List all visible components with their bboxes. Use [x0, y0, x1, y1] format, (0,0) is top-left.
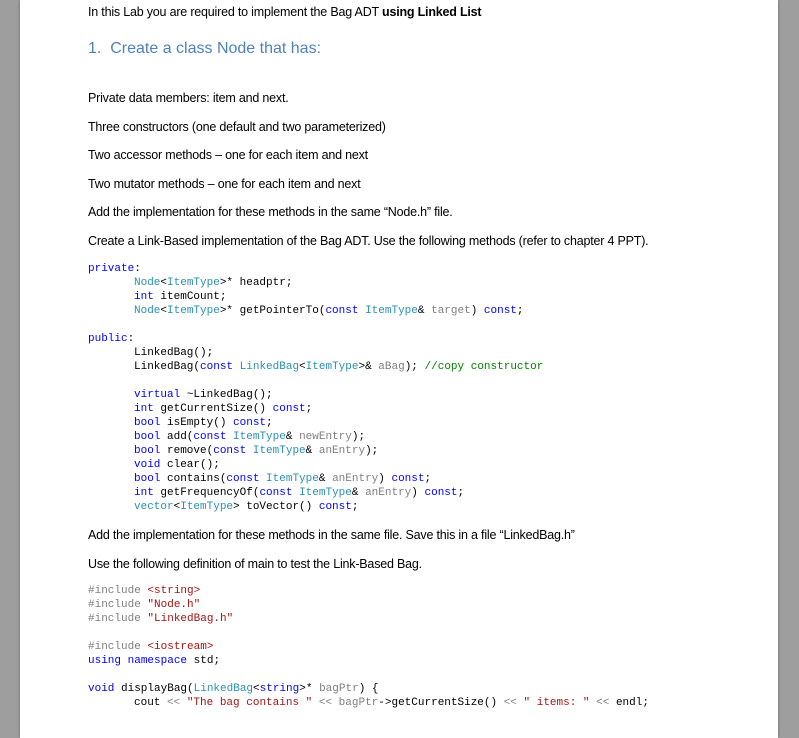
- code-token: <: [160, 277, 168, 289]
- code-token: LinkedBag(: [134, 361, 201, 373]
- code-token: getFrequencyOf(: [153, 487, 260, 499]
- code-token: <: [173, 501, 181, 513]
- code-token: ItemType: [252, 445, 306, 457]
- code-token: contains(: [160, 473, 227, 485]
- code-line: [88, 332, 543, 346]
- code-line: [88, 430, 543, 444]
- code-token: string: [259, 683, 300, 695]
- code-token: ItemType: [305, 361, 359, 373]
- code-token: const: [259, 487, 293, 499]
- code-token: " items: ": [523, 697, 590, 709]
- code-token: aBag: [378, 361, 405, 373]
- code-token: const: [318, 501, 352, 513]
- code-token: Node: [134, 277, 161, 289]
- code-token: );: [351, 431, 366, 443]
- code-token: &: [318, 473, 333, 485]
- code-token: [121, 655, 128, 667]
- code-line: [88, 668, 649, 682]
- code-token: >*: [299, 683, 320, 695]
- code-token: bool: [134, 431, 161, 443]
- paragraph-main-usage: Use the following definition of main to test the Link-Based Bag.: [88, 557, 422, 571]
- intro-text: In this Lab you are required to implement the Bag ADT: [88, 5, 383, 19]
- code-token: anEntry: [365, 487, 412, 499]
- code-token: :: [134, 263, 141, 275]
- code-token: namespace: [127, 655, 188, 667]
- code-token: const: [233, 417, 267, 429]
- code-token: bagPtr: [338, 697, 379, 709]
- code-token: ): [378, 473, 392, 485]
- paragraph-data-members: Private data members: item and next.: [88, 91, 289, 105]
- code-token: //copy constructor: [424, 361, 544, 373]
- code-token: int: [134, 291, 154, 303]
- code-token: ->getCurrentSize(): [378, 697, 504, 709]
- code-token: add(: [160, 431, 194, 443]
- code-token: const: [272, 403, 306, 415]
- code-line: [88, 346, 543, 360]
- code-line: [88, 276, 543, 290]
- paragraph-constructors: Three constructors (one default and two parameterized): [88, 120, 386, 134]
- paragraph-mutators: Two mutator methods – one for each item and next: [88, 177, 361, 191]
- code-token: const: [213, 445, 247, 457]
- code-token: #include: [88, 599, 141, 611]
- code-token: [180, 697, 187, 709]
- code-token: #include: [88, 585, 141, 597]
- code-token: [246, 445, 253, 457]
- code-line: [88, 500, 543, 514]
- code-line: [88, 416, 543, 430]
- code-token: <iostream>: [147, 641, 214, 653]
- code-token: bagPtr: [319, 683, 359, 695]
- code-line: [88, 402, 543, 416]
- code-block-main: [88, 584, 649, 710]
- code-token: >* getPointerTo(: [219, 305, 326, 317]
- code-token: LinkedBag();: [134, 347, 214, 359]
- code-token: :: [127, 333, 135, 345]
- code-token: bool: [134, 445, 161, 457]
- code-token: getCurrentSize(): [153, 403, 273, 415]
- code-line: [88, 304, 543, 318]
- code-line: [88, 262, 543, 276]
- code-token: virtual: [134, 389, 181, 401]
- code-token: <: [299, 361, 306, 373]
- code-token: isEmpty(): [160, 417, 234, 429]
- code-token: [312, 697, 319, 709]
- code-token: >&: [358, 361, 379, 373]
- code-token: int: [134, 403, 154, 415]
- code-token: ItemType: [180, 501, 234, 513]
- code-token: const: [200, 361, 234, 373]
- paragraph-accessors: Two accessor methods – one for each item and next: [88, 148, 368, 162]
- code-token: ItemType: [233, 431, 286, 443]
- code-line: [88, 318, 543, 332]
- intro-bold-text: using Linked List: [382, 5, 482, 19]
- code-line: [88, 486, 543, 500]
- code-line: [88, 654, 649, 668]
- code-token: std;: [187, 655, 221, 667]
- code-token: &: [351, 487, 366, 499]
- code-line: [88, 612, 649, 626]
- code-token: ) {: [358, 683, 379, 695]
- code-line: [88, 360, 543, 374]
- code-token: "LinkedBag.h": [147, 613, 234, 625]
- code-token: ItemType: [266, 473, 319, 485]
- code-token: ;: [305, 403, 313, 415]
- intro-paragraph: [88, 5, 481, 19]
- code-token: cout: [134, 697, 168, 709]
- code-token: int: [134, 487, 154, 499]
- code-token: ItemType: [167, 277, 220, 289]
- code-token: #include: [88, 641, 141, 653]
- code-token: [517, 697, 524, 709]
- code-line: [88, 598, 649, 612]
- code-token: <<: [596, 697, 610, 709]
- code-token: LinkedBag: [193, 683, 254, 695]
- code-block-class-declaration: [88, 262, 543, 514]
- code-token: LinkedBag: [239, 361, 300, 373]
- code-token: <: [160, 305, 168, 317]
- paragraph-linkedbag-implementation: Add the implementation for these methods in the same file. Save this in a file “LinkedBag.h”: [88, 528, 575, 542]
- code-line: [88, 458, 543, 472]
- document-page: [20, 0, 778, 738]
- code-token: bool: [134, 417, 161, 429]
- code-token: const: [325, 305, 359, 317]
- code-token: ;: [351, 501, 359, 513]
- code-token: const: [483, 305, 517, 317]
- code-line: [88, 682, 649, 696]
- code-token: vector: [134, 501, 174, 513]
- code-token: ): [411, 487, 425, 499]
- code-token: &: [305, 445, 319, 457]
- code-token: ): [470, 305, 484, 317]
- code-token: void: [88, 683, 115, 695]
- code-token: ;: [266, 417, 273, 429]
- code-token: const: [226, 473, 260, 485]
- paragraph-link-based: Create a Link-Based implementation of the Bag ADT. Use the following methods (refer to chapter 4 PPT).: [88, 234, 649, 248]
- code-token: );: [404, 361, 425, 373]
- code-token: [233, 361, 240, 373]
- heading-number: 1.: [88, 40, 102, 57]
- code-token: remove(: [160, 445, 214, 457]
- code-token: #include: [88, 613, 141, 625]
- code-token: itemCount;: [153, 291, 227, 303]
- code-token: <<: [318, 697, 333, 709]
- code-token: const: [391, 473, 425, 485]
- code-token: public: [88, 333, 128, 345]
- code-token: const: [193, 431, 227, 443]
- code-line: [88, 374, 543, 388]
- code-token: clear();: [160, 459, 220, 471]
- code-token: "Node.h": [147, 599, 201, 611]
- code-line: [88, 626, 649, 640]
- code-token: &: [417, 305, 432, 317]
- code-line: [88, 584, 649, 598]
- code-token: ItemType: [299, 487, 352, 499]
- code-token: anEntry: [318, 445, 366, 457]
- section-heading: [88, 40, 321, 58]
- code-line: [88, 388, 543, 402]
- code-token: [332, 697, 339, 709]
- code-line: [88, 290, 543, 304]
- code-token: endl;: [609, 697, 649, 709]
- code-token: > toVector(): [233, 501, 319, 513]
- code-token: Node: [134, 305, 161, 317]
- code-token: ItemType: [365, 305, 418, 317]
- code-token: target: [431, 305, 471, 317]
- code-token: <: [253, 683, 260, 695]
- code-token: <<: [167, 697, 181, 709]
- code-token: ;: [424, 473, 432, 485]
- code-token: newEntry: [299, 431, 352, 443]
- code-token: anEntry: [332, 473, 379, 485]
- paragraph-node-implementation: Add the implementation for these methods in the same “Node.h” file.: [88, 205, 453, 219]
- code-line: [88, 444, 543, 458]
- code-token: ~LinkedBag();: [180, 389, 273, 401]
- code-line: [88, 472, 543, 486]
- code-token: using: [88, 655, 122, 667]
- heading-text: Create a class Node that has:: [110, 40, 322, 57]
- code-token: );: [365, 445, 379, 457]
- code-line: [88, 696, 649, 710]
- code-token: <string>: [147, 585, 201, 597]
- code-token: const: [424, 487, 458, 499]
- code-token: ItemType: [167, 305, 220, 317]
- code-token: <<: [503, 697, 517, 709]
- code-line: [88, 640, 649, 654]
- code-token: >* headptr;: [219, 277, 293, 289]
- code-token: "The bag contains ": [186, 697, 313, 709]
- code-token: displayBag(: [114, 683, 194, 695]
- code-token: private: [88, 263, 135, 275]
- code-token: bool: [134, 473, 161, 485]
- code-token: &: [285, 431, 300, 443]
- code-token: ;: [457, 487, 465, 499]
- code-token: ;: [516, 305, 524, 317]
- code-token: void: [134, 459, 161, 471]
